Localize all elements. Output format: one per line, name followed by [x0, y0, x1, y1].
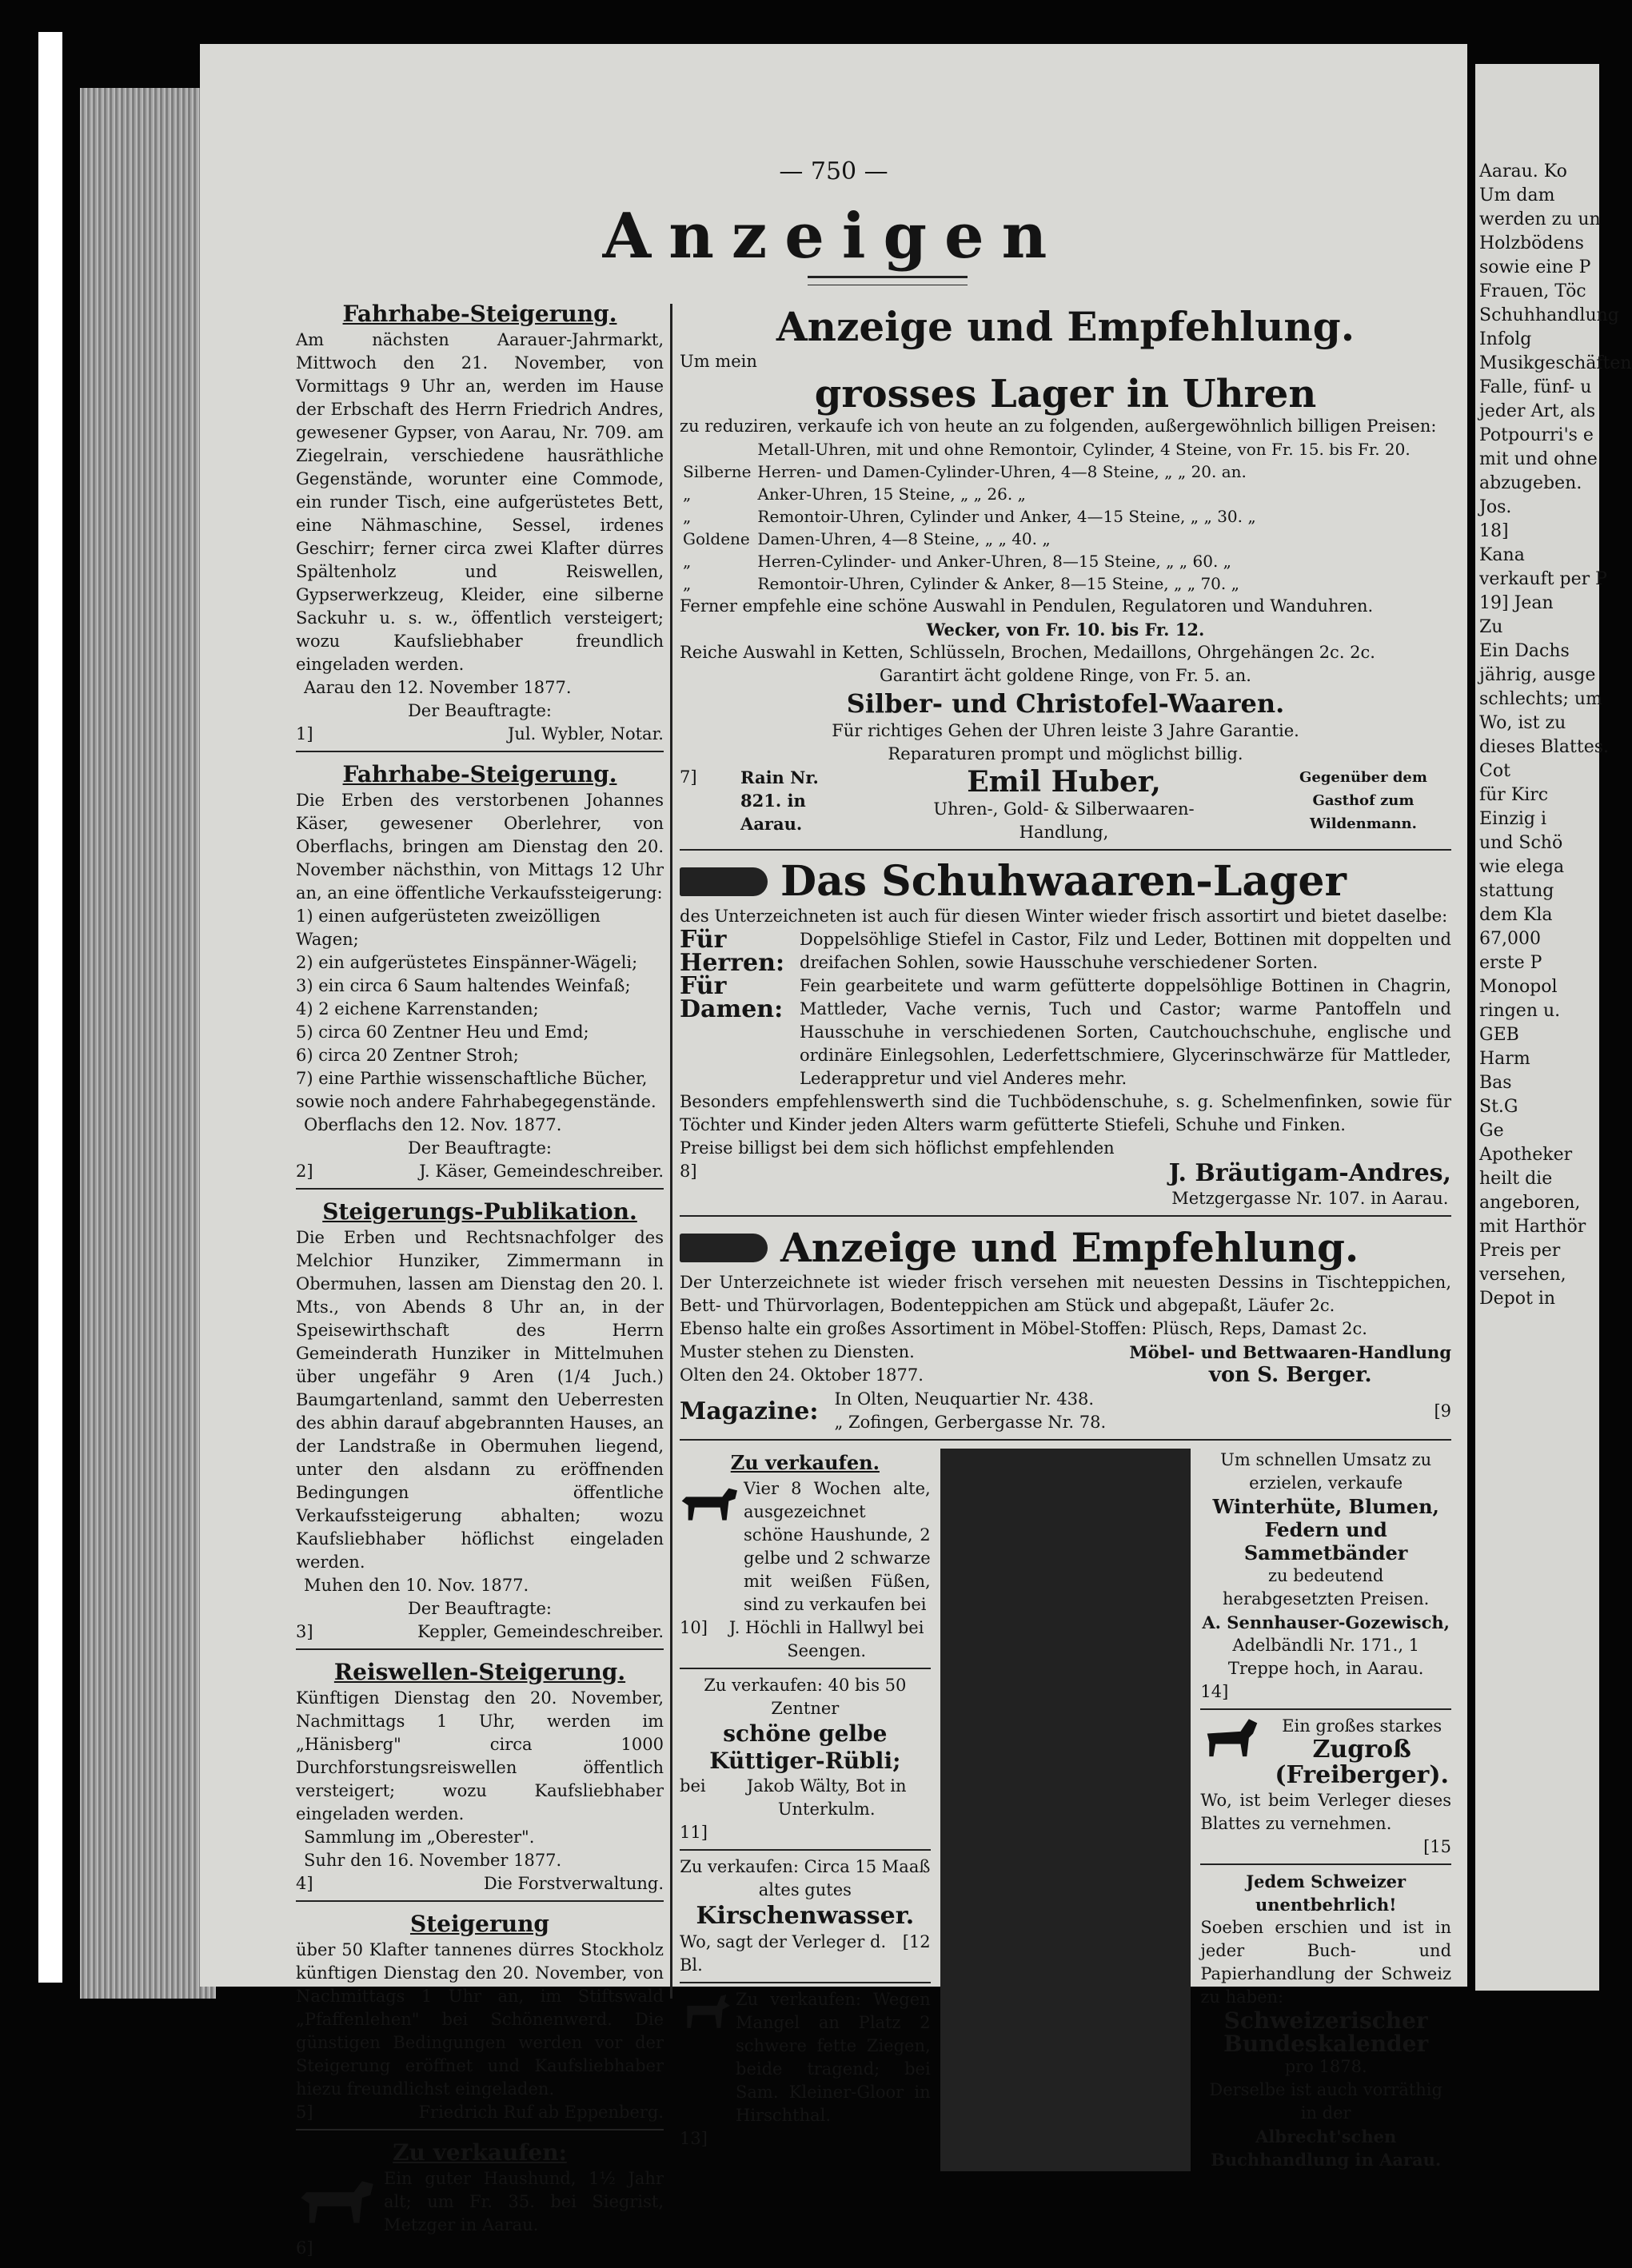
left-column	[296, 300, 664, 2268]
next-page-line: Depot in	[1479, 1289, 1556, 1309]
ad-text: Muster stehen zu Diensten.	[680, 1342, 915, 1361]
divider	[296, 1188, 664, 1190]
table-cell: „	[683, 507, 692, 526]
small-ads-right	[1200, 1449, 1451, 2171]
table-cell: „	[683, 552, 692, 571]
next-page-line: Holzbödens	[1479, 233, 1584, 253]
ad-7-uhren	[680, 304, 1451, 851]
ad-body: Am nächsten Aarauer-Jahrmarkt, Mittwoch den 21. November, von Vormittags 9 Uhr an, werden im Hause der Erbschaft des Herrn Friedrich Andres, gewesener Gypser, von Aarau, Nr. 709. am Ziegelrain, verschiedene hausräthliche Gegenstände, worunter eine Commode, ein runder Tisch, eine aufgerüstetes Bett, eine Nähmaschine, Sessel, irdenes Geschirr; ferner circa zwei Klafter dürres Spältenholz und Reiswellen, Gypserwerkzeug, Kleider, eine silberne Sackuhr u. s. w., öffentlich versteigert; wozu Kaufsliebhaber freundlich eingeladen werden.	[296, 330, 664, 674]
dog-icon	[680, 1477, 744, 1527]
ad-text: Der Unterzeichnete ist wieder frisch versehen mit neuesten Dessins in Tischteppichen, Bett- und Thürvorlagen, Bodenteppichen am Stück und abgepaßt, Läufer 2c.	[680, 1273, 1451, 1315]
ad-number: [12	[902, 1932, 931, 1951]
masthead-title: Anzeigen	[602, 200, 1065, 273]
table-cell: Herren-Cylinder- und Anker-Uhren, 8—15 Steine, „ „ 60. „	[757, 552, 1232, 571]
next-page-line: Cot	[1479, 761, 1510, 781]
ad-5	[296, 1910, 664, 2130]
ad-firm: Möbel- und Bettwaaren-Handlung	[1129, 1342, 1451, 1362]
table-cell	[680, 438, 754, 460]
next-page-line: für Kirc	[1479, 785, 1549, 805]
masthead-ornament	[808, 276, 968, 285]
table-cell: Remontoir-Uhren, Cylinder & Anker, 8—15 Steine, „ „ 70. „	[757, 574, 1239, 593]
small-ads-left	[680, 1449, 931, 2171]
ad-text: Ein großes starkes	[1282, 1716, 1442, 1736]
ad-number: 1]	[296, 724, 313, 743]
next-page-line: angeboren,	[1479, 1193, 1581, 1213]
ad-name: A. Sennhauser-Gozewisch,	[1202, 1612, 1450, 1632]
ad-text: Reparaturen prompt und möglichst billig.	[888, 744, 1243, 763]
ad-text: Preise billigst bei dem sich höflichst empfehlenden	[680, 1138, 1115, 1158]
ad-number: 2]	[296, 1162, 313, 1181]
ad-title: Anzeige und Empfehlung.	[780, 1224, 1359, 1271]
small-ads	[680, 1449, 1451, 2171]
ad-date: Olten den 24. Oktober 1877.	[680, 1365, 924, 1385]
divider	[680, 1982, 931, 1983]
ad-3	[296, 1198, 664, 1650]
ad-text: In Olten, Neuquartier Nr. 438.	[834, 1389, 1095, 1409]
divider	[296, 751, 664, 752]
divider	[296, 1900, 664, 1902]
table-row	[680, 550, 1414, 572]
next-page-line: Frauen, Töc	[1479, 281, 1586, 301]
ad-title: Steigerung	[409, 1911, 550, 1937]
page-number: — 750 —	[779, 157, 888, 185]
ad-text: zu bedeutend herabgesetzten Preisen.	[1223, 1566, 1430, 1608]
next-page-line: Musikgeschäften	[1479, 353, 1632, 373]
next-page-line: mit und ohne	[1479, 449, 1598, 469]
table-row	[680, 528, 1414, 550]
ad-item: 5) circa 60 Zentner Heu und Emd;	[296, 1022, 589, 1042]
ad-number: [9	[1434, 1401, 1451, 1421]
ad-item: 4) 2 eichene Karrenstanden;	[296, 999, 539, 1018]
ad-date: Sammlung im „Oberester".	[304, 1828, 535, 1847]
next-page-line: jeder Art, als	[1479, 401, 1596, 421]
ad-body: über 50 Klafter tannenes dürres Stockholz künftigen Dienstag den 20. November, von Nachmittags 1 Uhr an, im Stiftswald „Pfaffenlehen" bei Schönenwerd. Die günstigen Bedingungen werden vor der Steigerung eröffnet und Kaufsliebhaber hiezu freundlichst eingeladen.	[296, 1940, 664, 2099]
next-page-line: versehen,	[1479, 1265, 1566, 1285]
divider	[1200, 1708, 1451, 1710]
ad-text: Für richtiges Gehen der Uhren leiste 3 Jahre Garantie.	[832, 721, 1299, 740]
ad-signature: J. Käser, Gemeindeschreiber.	[419, 1162, 664, 1181]
ad-number: 7]	[680, 767, 697, 787]
ad-text: Zu verkaufen: 40 bis 50 Zentner	[704, 1676, 907, 1718]
ad-signature: Keppler, Gemeindeschreiber.	[417, 1622, 664, 1641]
ad-text: Reiche Auswahl in Ketten, Schlüsseln, Brochen, Medaillons, Ohrgehängen 2c. 2c.	[680, 643, 1375, 662]
next-page-line: Einzig i	[1479, 809, 1547, 829]
ad-title: Zu verkaufen.	[730, 1451, 880, 1474]
table-row	[680, 505, 1414, 528]
ad-number: 14]	[1200, 1682, 1229, 1701]
ad-role: Der Beauftragte:	[407, 1138, 553, 1158]
table-row	[680, 460, 1414, 483]
next-page-line: Preis per	[1479, 1241, 1561, 1261]
next-page-line: Jos.	[1479, 497, 1512, 517]
next-page-line: GEB	[1479, 1025, 1519, 1045]
ad-role: Suhr den 16. November 1877.	[304, 1851, 562, 1870]
next-page-line: dem Kla	[1479, 905, 1553, 925]
ad-text: Wo, sagt der Verleger d. Bl.	[680, 1932, 887, 1975]
ad-number: 3]	[296, 1622, 313, 1641]
ad-address: Metzgergasse Nr. 107. in Aarau.	[1171, 1189, 1449, 1208]
next-page-line: dieses Blattes.	[1479, 737, 1610, 757]
next-page-line: ringen u.	[1479, 1001, 1561, 1021]
ad-label: Für Herren:	[680, 926, 785, 977]
next-page-line: mit Harthör	[1479, 1217, 1586, 1237]
ad-title: Schweizerischer Bundeskalender	[1223, 2007, 1429, 2057]
ad-text: „ Zofingen, Gerbergasse Nr. 78.	[834, 1413, 1107, 1432]
ad-text: bei	[680, 1776, 706, 1796]
ad-text: Ebenso halte ein großes Assortiment in Möbel-Stoffen: Plüsch, Reps, Damast 2c.	[680, 1319, 1367, 1338]
ad-trade: Uhren-, Gold- & Silberwaaren-Handlung,	[933, 799, 1195, 842]
ad-body: Künftigen Dienstag den 20. November, Nachmittags 1 Uhr, werden im „Hänisberg" circa 1000 Durchforstungsreiswellen öffentlich versteigert; wozu Kaufsliebhaber eingeladen werden.	[296, 1688, 664, 1824]
next-page-line: abzugeben.	[1479, 473, 1582, 493]
ad-text: Soeben erschien und ist in jeder Buch- und Papierhandlung der Schweiz zu haben:	[1200, 1918, 1452, 2007]
ad-text: Besonders empfehlenswerth sind die Tuchbödenschuhe, s. g. Schelmenfinken, sowie für Töchter und Kinder jeden Alters warm gefütterte Stiefeli, Schuhe und Finken.	[680, 1092, 1451, 1134]
ad-text: Zu verkaufen: Circa 15 Maaß altes gutes	[680, 1857, 931, 1899]
ad-title: Kirschenwasser.	[696, 1902, 915, 1930]
next-page-text	[1479, 160, 1632, 1311]
fore-edge-pages	[80, 88, 216, 1999]
ad-name: von S. Berger.	[1208, 1363, 1372, 1387]
right-column	[680, 304, 1451, 2171]
next-page-line: wie elega	[1479, 857, 1565, 877]
ad-9-berger	[680, 1225, 1451, 1441]
ad-title: Das Schuhwaaren-Lager	[780, 857, 1347, 906]
ad-title: Zugroß (Freiberger).	[1275, 1736, 1449, 1789]
divider	[680, 1668, 931, 1669]
pointing-hand-icon	[680, 867, 768, 896]
price-table	[680, 438, 1414, 595]
ad-body: Die Erben und Rechtsnachfolger des Melchior Hunziker, Zimmermann in Obermuhen, lassen am Dienstag den 20. l. Mts., von Abends 8 Uhr an, in der Speisewirthschaft des Herrn Gemeinderath Hunziker in Mittelmuhen über ungefähr 9 Aren (1/4 Juch.) Baumgartenland, sammt den Ueberresten des abhin darauf abgebrannten Hauses, an der Landstraße in Obermuhen liegend, unter den alsdann zu eröffnenden Bedingungen öffentliche Verkaufssteigerung abhalten; wozu Kaufsliebhaber höflichst eingeladen werden.	[296, 1228, 664, 1572]
ad-6	[296, 2138, 664, 2260]
next-page-line: 19] Jean	[1479, 593, 1554, 613]
ad-number: 4]	[296, 1874, 313, 1893]
table-cell: Remontoir-Uhren, Cylinder und Anker, 4—15 Steine, „ „ 30. „	[757, 507, 1256, 526]
next-page-line: Potpourri's e	[1479, 425, 1594, 445]
next-page-line: jährig, ausge	[1479, 665, 1596, 685]
ad-tagline: Jedem Schweizer unentbehrlich!	[1246, 1871, 1407, 1915]
ad-signature: Die Forstverwaltung.	[483, 1874, 664, 1893]
ad-signature: Jul. Wybler, Notar.	[507, 724, 664, 743]
ad-address: Rain Nr. 821. in Aarau.	[740, 767, 819, 834]
ad-body: Die Erben des verstorbenen Johannes Käser, gewesener Oberlehrer, von Oberflachs, bringen am Dienstag den 20. November nächsthin, von Mittags 12 Uhr an, an eine öffentliche Verkaufssteigerung:	[296, 791, 664, 903]
book-edge	[38, 32, 62, 1983]
ad-item: 7) eine Parthie wissenschaftliche Bücher, sowie noch andere Fahrhabegegenstände.	[296, 1069, 656, 1111]
newspaper-page	[200, 44, 1467, 2258]
ad-intro: des Unterzeichneten ist auch für diesen Winter wieder frisch assortirt und bietet daselbe:	[680, 907, 1448, 926]
table-cell: Silberne	[683, 462, 752, 481]
ad-date: Aarau den 12. November 1877.	[304, 678, 572, 697]
ad-role: Der Beauftragte:	[407, 1599, 553, 1618]
divider	[680, 1215, 1451, 1217]
table-cell: Goldene	[683, 529, 750, 548]
column-rule	[940, 1449, 1191, 2171]
next-page-line: Falle, fünf- u	[1479, 377, 1592, 397]
ad-text: Doppelsöhlige Stiefel in Castor, Filz und Leder, Bottinen mit doppelten und dreifachen Sohlen, sowie Hausschuhe verschiedener Sorten.	[800, 930, 1451, 972]
table-cell: „	[683, 574, 692, 593]
divider	[680, 849, 1451, 851]
table-cell: „	[683, 484, 692, 504]
ad-text: Garantirt ächt goldene Ringe, von Fr. 5. an.	[880, 666, 1251, 685]
ad-text: Um schnellen Umsatz zu erzielen, verkaufe	[1220, 1450, 1432, 1493]
next-page-line: und Schö	[1479, 833, 1563, 853]
ad-name: Jakob Wälty, Bot in Unterkulm.	[746, 1776, 907, 1819]
ad-1	[296, 300, 664, 752]
next-page-line: Harm	[1479, 1049, 1530, 1069]
next-page-line: heilt die	[1479, 1169, 1553, 1189]
table-cell: Anker-Uhren, 15 Steine, „ „ 26. „	[757, 484, 1026, 504]
ad-title: Winterhüte, Blumen, Federn und Sammetbänder	[1212, 1495, 1439, 1564]
divider	[296, 2129, 664, 2130]
ad-number: 5]	[296, 2103, 313, 2122]
next-page-line: verkauft per P	[1479, 569, 1607, 589]
next-page-line: Monopol	[1479, 977, 1558, 997]
ad-item: 3) ein circa 6 Saum haltendes Weinfaß;	[296, 976, 631, 995]
ad-pre: Um mein	[680, 352, 757, 371]
divider	[680, 1849, 931, 1851]
ad-item: 2) ein aufgerüstetes Einspänner-Wägeli;	[296, 953, 638, 972]
ad-intro: zu reduziren, verkaufe ich von heute an zu folgenden, außergewöhnlich billigen Preisen:	[680, 417, 1437, 436]
ad-text: Ferner empfehle eine schöne Auswahl in Pendulen, Regulatoren und Wanduhren.	[680, 596, 1374, 616]
next-page-line: Apotheker	[1479, 1145, 1573, 1165]
ad-item: 1) einen aufgerüsteten zweizölligen Wagen;	[296, 907, 601, 949]
ad-name: Emil Huber,	[967, 765, 1161, 799]
divider	[680, 1439, 1451, 1441]
table-row	[680, 572, 1414, 595]
ad-text: Zu verkaufen: Wegen Mangel an Platz 2 schwere fette Ziegen, beide tragend; bei Sam. Kleiner-Gloor in Hirschthal.	[736, 1990, 931, 2125]
ad-number: 11]	[680, 1823, 708, 1842]
divider	[296, 1648, 664, 1650]
ad-text: Wo, ist beim Verleger dieses Blattes zu vernehmen.	[1200, 1791, 1452, 1833]
next-page-line: Ge	[1479, 1121, 1504, 1141]
ad-text: Wecker, von Fr. 10. bis Fr. 12.	[926, 620, 1205, 640]
ad-store: Albrecht'schen Buchhandlung in Aarau.	[1211, 2126, 1442, 2170]
goat-icon	[680, 1988, 736, 2036]
horse-icon	[1200, 1715, 1264, 1763]
table-cell: Herren- und Damen-Cylinder-Uhren, 4—8 Steine, „ „ 20. an.	[757, 462, 1247, 481]
ad-text: Fein gearbeitete und warm gefütterte doppelsöhlige Bottinen in Chagrin, Mattleder, Vache vernis, Tuch und Castor; warme Pantoffeln und Hausschuhe in verschiedenen Sorten, Cautchouchschuhe, englische und ordinäre Einlegsohlen, Lederfettschmiere, Glycerinschwärze für Mattleder, Lederappretur und viel Anderes mehr.	[800, 976, 1451, 1088]
ad-location: Gegenüber dem Gasthof zum Wildenmann.	[1299, 769, 1427, 832]
ad-number: 6]	[296, 2238, 313, 2258]
next-page-line: Schuhhandlung	[1479, 305, 1619, 325]
next-page-line: St.G	[1479, 1097, 1518, 1117]
table-cell: Metall-Uhren, mit und ohne Remontoir, Cylinder, 4 Steine, von Fr. 15. bis Fr. 20.	[757, 440, 1411, 459]
ad-label: Magazine:	[680, 1397, 819, 1425]
ad-title: Reiswellen-Steigerung.	[333, 1659, 626, 1685]
next-page-line: Bas	[1479, 1073, 1512, 1093]
ad-title: Zu verkaufen:	[393, 2139, 567, 2166]
next-page-line: Infolg	[1479, 329, 1532, 349]
ad-number: 10]	[680, 1618, 708, 1637]
next-page-line: sowie eine P	[1479, 257, 1591, 277]
ad-role: Der Beauftragte:	[407, 701, 553, 720]
ad-title: Fahrhabe-Steigerung.	[342, 761, 617, 787]
ad-headline: grosses Lager in Uhren	[814, 372, 1317, 417]
ad-number: 8]	[680, 1162, 697, 1181]
next-page-line: werden zu un	[1479, 209, 1601, 229]
ad-text: Derselbe ist auch vorräthig in der	[1209, 2080, 1442, 2123]
next-page-line: 18]	[1479, 521, 1509, 541]
ad-number: 13]	[680, 2129, 708, 2148]
column-rule	[670, 304, 672, 1999]
ad-date: Muhen den 10. Nov. 1877.	[304, 1576, 529, 1595]
next-page-line: schlechts; um	[1479, 689, 1602, 709]
ad-name: J. Bräutigam-Andres,	[1168, 1159, 1451, 1187]
next-page-line: Kana	[1479, 545, 1525, 565]
ad-title: Steigerungs-Publikation.	[322, 1198, 637, 1225]
table-row	[680, 438, 1414, 460]
ad-title: Anzeige und Empfehlung.	[776, 303, 1355, 350]
dog-icon	[296, 2167, 384, 2231]
ad-title: Fahrhabe-Steigerung.	[342, 301, 617, 327]
ad-address: Adelbändli Nr. 171., 1 Treppe hoch, in Aarau.	[1227, 1636, 1424, 1678]
ad-name: J. Höchli in Hallwyl bei Seengen.	[728, 1618, 924, 1660]
ad-4	[296, 1658, 664, 1902]
table-row	[680, 483, 1414, 505]
ad-label: Für Damen:	[680, 972, 784, 1023]
ad-text: Vier 8 Wochen alte, ausgezeichnet schöne Haushunde, 2 gelbe und 2 schwarze mit weißen Füßen, sind zu verkaufen bei	[744, 1479, 931, 1614]
ad-body: Ein guter Haushund, 1½ Jahr alt; um Fr. 35. bei Siegrist, Metzger in Aarau.	[384, 2169, 664, 2234]
next-page-line: erste P	[1479, 953, 1542, 973]
next-page-line: Aarau. Ko	[1479, 161, 1567, 181]
ad-subtitle: Silber- und Christofel-Waaren.	[846, 688, 1285, 719]
next-page-line: Zu	[1479, 617, 1503, 637]
ad-title: schöne gelbe Küttiger-Rübli;	[709, 1720, 901, 1774]
next-page-line: Ein Dachs	[1479, 641, 1570, 661]
ad-number: [15	[1423, 1837, 1452, 1856]
next-page-line: stattung	[1479, 881, 1554, 901]
next-page-line: Um dam	[1479, 185, 1555, 205]
divider	[1200, 1863, 1451, 1865]
pointing-hand-icon	[680, 1234, 768, 1262]
ad-date: Oberflachs den 12. Nov. 1877.	[304, 1115, 562, 1134]
ad-signature: Friedrich Ruf ab Eppenberg.	[418, 2103, 664, 2122]
ad-2	[296, 760, 664, 1190]
next-page-line: Wo, ist zu	[1479, 713, 1566, 733]
ad-8-schuhe	[680, 859, 1451, 1217]
ad-item: 6) circa 20 Zentner Stroh;	[296, 1046, 519, 1065]
ad-text: pro 1878.	[1284, 2057, 1367, 2076]
next-page-line: 67,000	[1479, 929, 1541, 949]
table-cell: Damen-Uhren, 4—8 Steine, „ „ 40. „	[757, 529, 1051, 548]
